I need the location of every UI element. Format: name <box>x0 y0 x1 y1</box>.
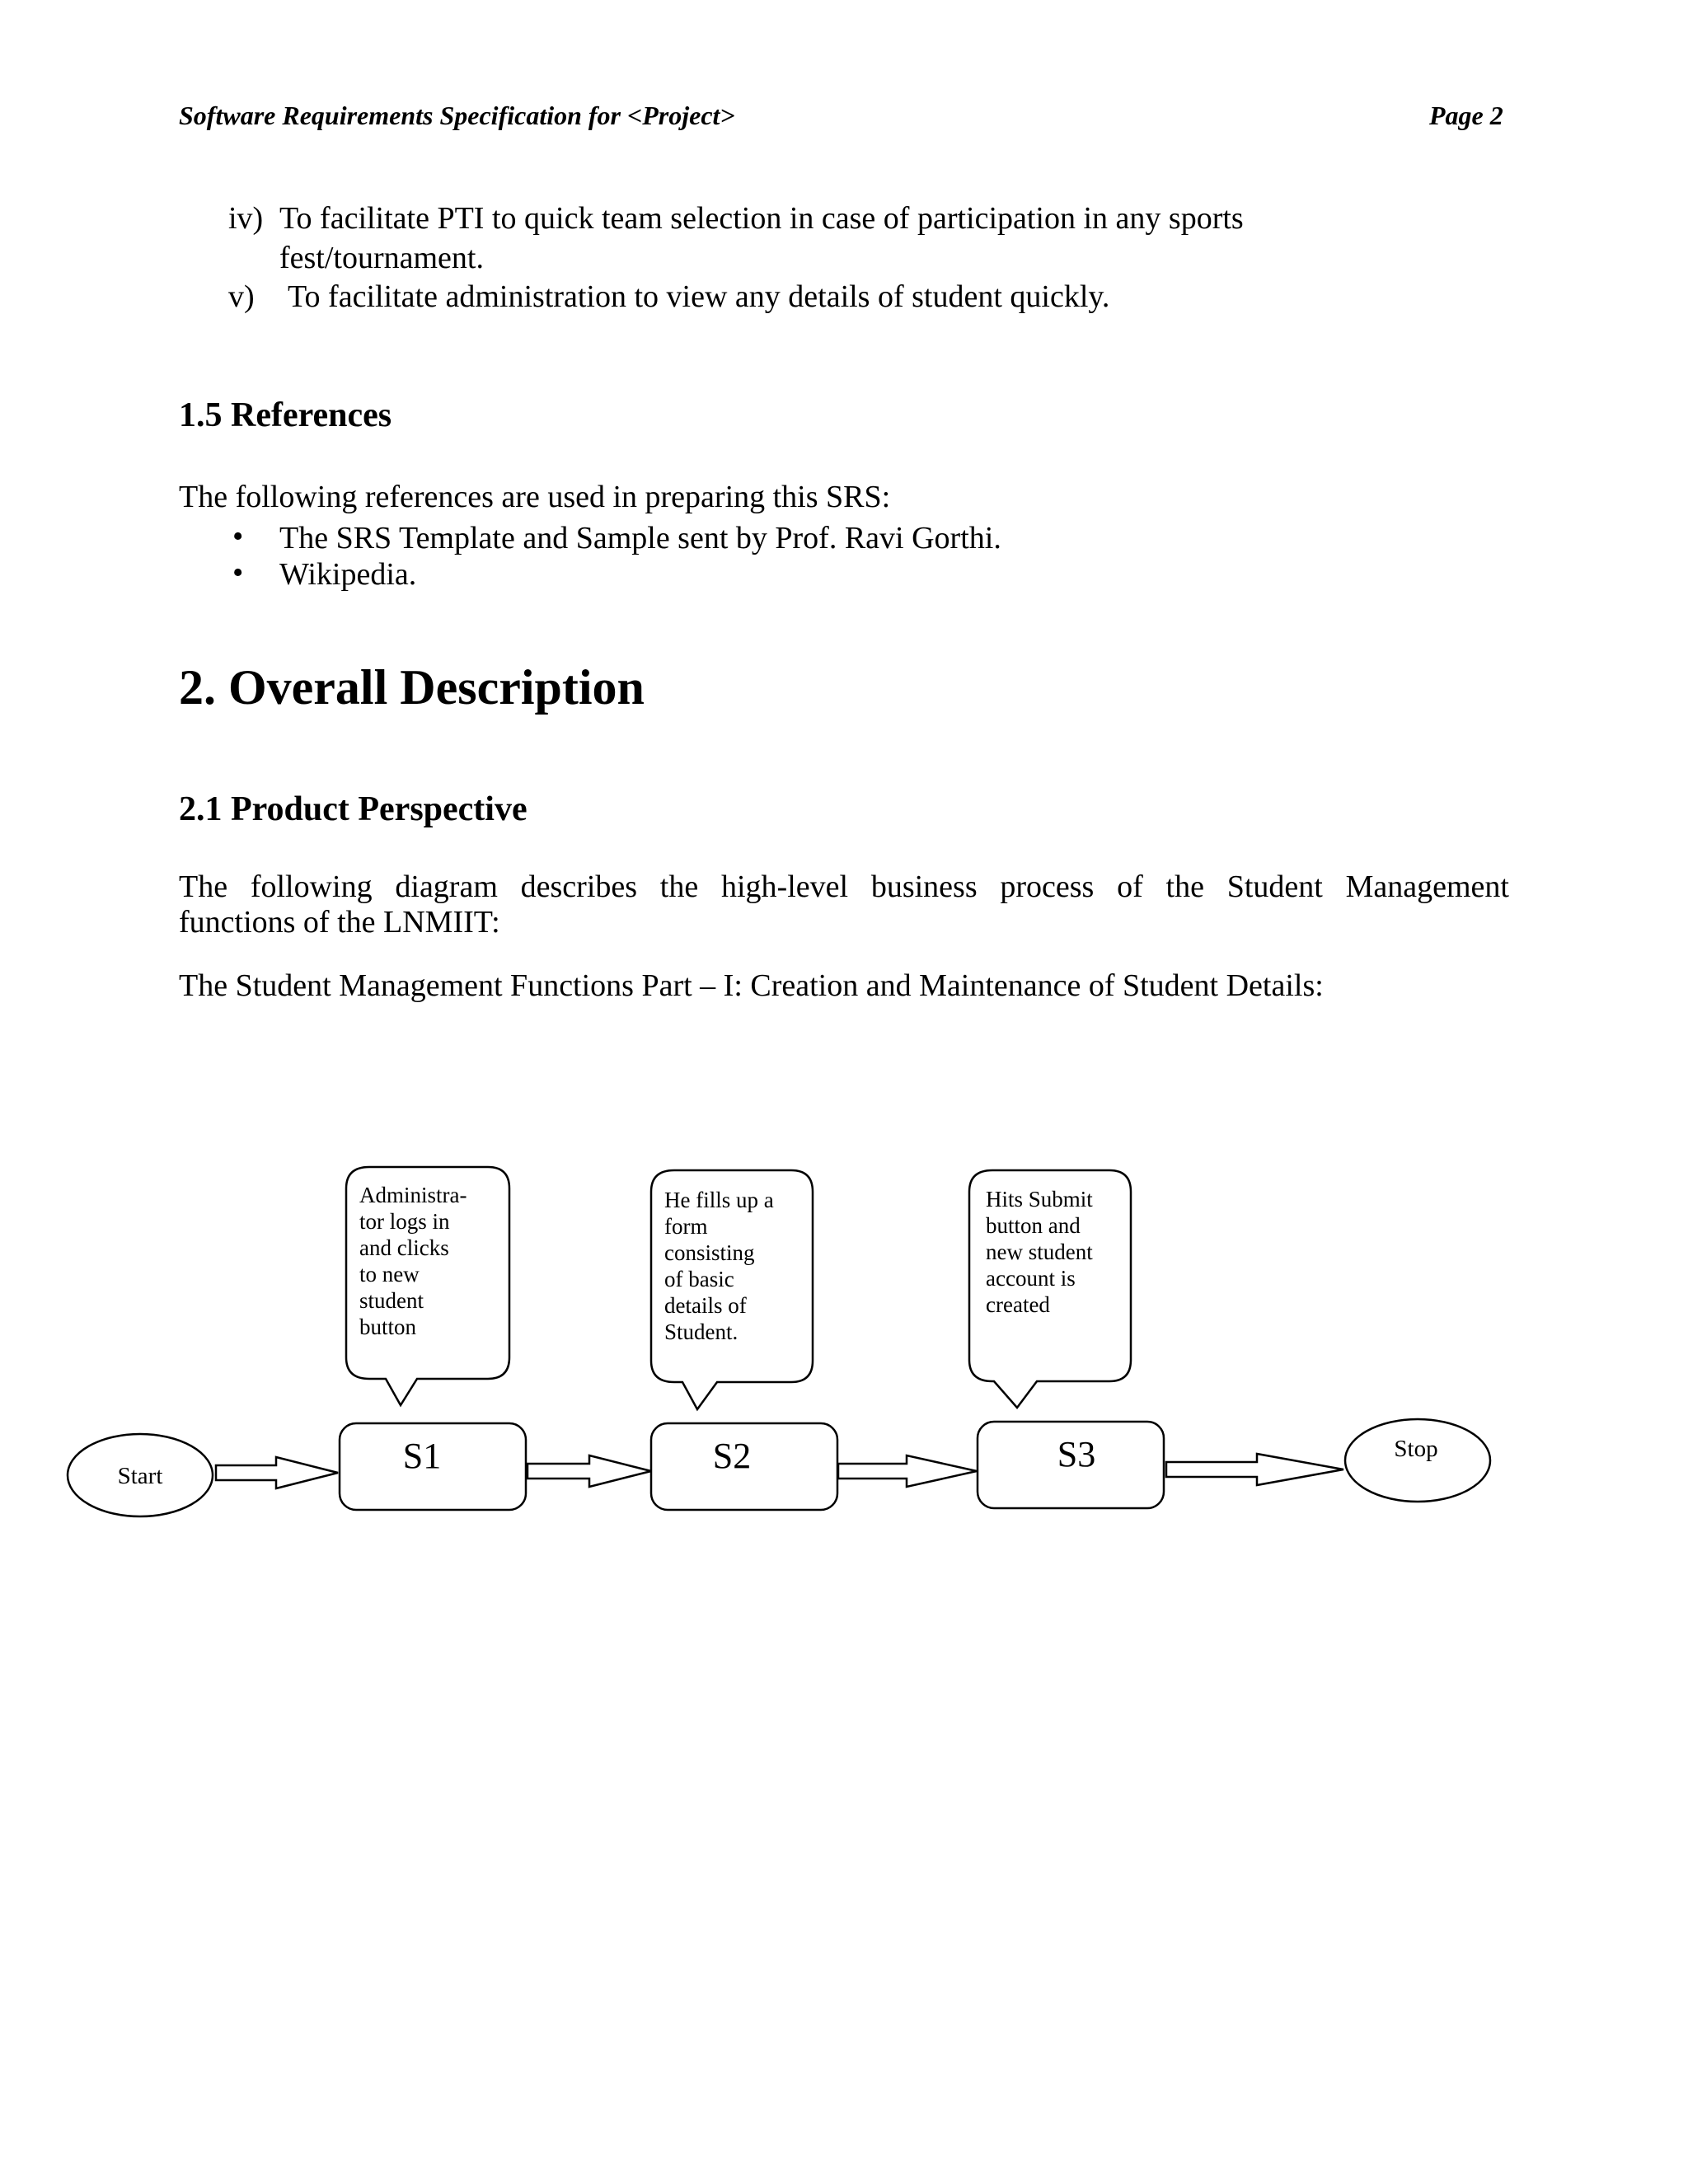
flow-arrow <box>528 1455 651 1487</box>
stop-label: Stop <box>1394 1436 1438 1462</box>
step-s3-node <box>978 1422 1164 1508</box>
step-s2-label: S2 <box>712 1436 752 1476</box>
step-s1-node <box>340 1423 526 1510</box>
list-marker-v: v) <box>228 279 255 314</box>
callout-line: student <box>359 1288 424 1313</box>
objective-iv-line1: To facilitate PTI to quick team selection in case of participation in any sports <box>279 201 1244 236</box>
step-s1-label: S1 <box>402 1436 442 1476</box>
callout-line: button <box>359 1315 417 1339</box>
start-terminal <box>68 1434 213 1516</box>
perspective-paragraph-line2: functions of the LNMIIT: <box>179 905 500 940</box>
flow-arrow <box>1166 1454 1343 1485</box>
callout-s2 <box>651 1170 813 1409</box>
callout-line: new student <box>986 1240 1093 1264</box>
callout-line: of basic <box>664 1267 734 1291</box>
callout-line: consisting <box>664 1240 755 1265</box>
bullet-icon: • <box>232 555 244 590</box>
step-s3-label: S3 <box>1057 1434 1096 1474</box>
callout-line: form <box>664 1214 708 1239</box>
callout-line: account is <box>986 1266 1076 1291</box>
callout-line: button and <box>986 1213 1081 1238</box>
stop-terminal <box>1345 1419 1490 1502</box>
start-label: Start <box>117 1463 163 1489</box>
objective-v-text: To facilitate administration to view any details of student quickly. <box>288 279 1110 314</box>
callout-line: He fills up a <box>664 1188 774 1212</box>
callout-line: Administra- <box>359 1183 467 1207</box>
references-intro: The following references are used in preparing this SRS: <box>179 480 891 514</box>
page-number: Page 2 <box>1429 101 1503 130</box>
callout-s1 <box>346 1167 509 1405</box>
callout-line: to new <box>359 1262 420 1286</box>
callout-s3 <box>969 1170 1131 1408</box>
callout-line: and clicks <box>359 1235 449 1260</box>
callout-line: details of <box>664 1293 747 1318</box>
step-s2-node <box>651 1423 837 1510</box>
reference-item: The SRS Template and Sample sent by Prof. Ravi Gorthi. <box>279 521 1001 555</box>
flow-arrow <box>216 1457 338 1488</box>
callout-line: tor logs in <box>359 1209 450 1234</box>
references-heading: 1.5 References <box>179 396 392 434</box>
diagram-caption: The Student Management Functions Part – I: Creation and Maintenance of Student Details: <box>179 968 1324 1003</box>
objective-iv-line2: fest/tournament. <box>279 241 484 275</box>
reference-item: Wikipedia. <box>279 557 417 592</box>
perspective-paragraph-line1: The following diagram describes the high-level business process of the Student Management <box>179 869 1509 904</box>
flow-arrow <box>838 1455 977 1487</box>
callout-line: created <box>986 1292 1050 1317</box>
list-marker-iv: iv) <box>228 201 264 236</box>
process-flow-diagram <box>0 1137 1688 1549</box>
overall-description-heading: 2. Overall Description <box>179 660 645 715</box>
header-title: Software Requirements Specification for <Project> <box>179 101 735 130</box>
callout-line: Student. <box>664 1319 738 1344</box>
callout-line: Hits Submit <box>986 1187 1093 1212</box>
bullet-icon: • <box>232 519 244 554</box>
product-perspective-heading: 2.1 Product Perspective <box>179 790 528 828</box>
